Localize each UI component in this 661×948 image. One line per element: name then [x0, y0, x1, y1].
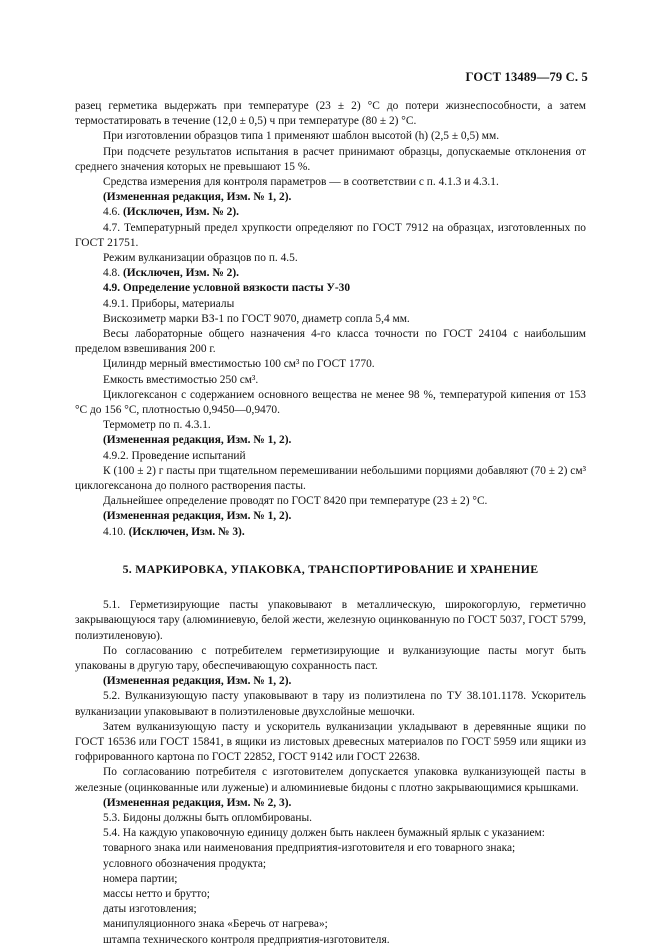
page-header: ГОСТ 13489—79 С. 5 [465, 70, 588, 84]
paragraph: 5.1. Герметизирующие пасты упаковывают в металлическую, широкогорлую, герметично закрывающуюся тару (алюминиевую, белой жести, железную оцинкованную по ГОСТ 5037, ГОСТ 5799, полиэтиленовую). [75, 599, 586, 642]
paragraph: Вискозиметр марки ВЗ-1 по ГОСТ 9070, диаметр сопла 5,4 мм. [103, 312, 410, 325]
paragraph: 4.7. Температурный предел хрупкости определяют по ГОСТ 7912 на образцах, изготовленных по ГОСТ 21751. [75, 221, 586, 249]
paragraph: Весы лабораторные общего назначения 4-го класса точности по ГОСТ 24104 с наибольшим пределом взвешивания 200 г. [75, 328, 586, 356]
paragraph: Цилиндр мерный вместимостью 100 см³ по ГОСТ 1770. [103, 358, 375, 371]
paragraph: Дальнейшее определение проводят по ГОСТ 8420 при температуре (23 ± 2) °С. [103, 495, 488, 508]
paragraph: (Измененная редакция, Изм. № 1, 2). [103, 675, 292, 688]
paragraph: Средства измерения для контроля параметров — в соответствии с п. 4.1.3 и 4.3.1. [103, 176, 499, 189]
paragraph: Термометр по п. 4.3.1. [103, 419, 211, 432]
paragraph: 5.4. На каждую упаковочную единицу должен быть наклеен бумажный ярлык с указанием: [103, 827, 545, 840]
paragraph: номера партии; [103, 872, 178, 885]
section-5 [75, 598, 586, 948]
paragraph: разец герметика выдержать при температуре (23 ± 2) °С до потери жизнеспособности, а затем термостатировать в течение (12,0 ± 0,5) ч при температуре (80 ± 2) °С. [75, 100, 586, 128]
paragraph: При изготовлении образцов типа 1 применяют шаблон высотой (h) (2,5 ± 0,5) мм. [103, 130, 500, 143]
paragraph: 4.10. (Исключен, Изм. № 3). [103, 525, 245, 538]
paragraph: (Измененная редакция, Изм. № 1, 2). [103, 434, 292, 447]
paragraph: По согласованию потребителя с изготовителем допускается упаковка вулканизующей пасты в железные (оцинкованные или луженые) и алюминиевые бидоны с плотно закрывающимися крышками. [75, 766, 586, 794]
paragraph: 4.8. (Исключен, Изм. № 2). [103, 267, 239, 280]
paragraph: 4.9.1. Приборы, материалы [103, 297, 235, 310]
paragraph: штампа технического контроля предприятия-изготовителя. [103, 933, 390, 946]
paragraph: манипуляционного знака «Беречь от нагрева»; [103, 918, 328, 931]
paragraph: (Измененная редакция, Изм. № 1, 2). [103, 510, 292, 523]
paragraph: (Измененная редакция, Изм. № 1, 2). [103, 191, 292, 204]
section-4-continued [75, 99, 586, 540]
paragraph: По согласованию с потребителем герметизирующие и вулканизующие пасты могут быть упакованы в другую тару, обеспечивающую сохранность паст. [75, 644, 586, 672]
paragraph: Режим вулканизации образцов по п. 4.5. [103, 252, 298, 265]
paragraph: (Измененная редакция, Изм. № 2, 3). [103, 796, 292, 809]
paragraph: условного обозначения продукта; [103, 857, 267, 870]
paragraph: При подсчете результатов испытания в расчет принимают образцы, допускаемые отклонения от среднего значения которых не превышают 15 %. [75, 145, 586, 173]
paragraph: Емкость вместимостью 250 см³. [103, 373, 259, 386]
document-body [75, 99, 586, 948]
paragraph: 5.2. Вулканизующую пасту упаковывают в тару из полиэтилена по ТУ 38.101.1178. Ускоритель вулканизации упаковывают в полиэтиленовые двухслойные мешочки. [75, 690, 586, 718]
section-title: 5. МАРКИРОВКА, УПАКОВКА, ТРАНСПОРТИРОВАНИЕ И ХРАНЕНИЕ [122, 561, 539, 576]
paragraph: Затем вулканизующую пасту и ускоритель вулканизации укладывают в деревянные ящики по ГОСТ 16536 или ГОСТ 15841, в ящики из листовых древесных материалов по ГОСТ 5959 или ящики из гофрированного картона по ГОСТ 22852, ГОСТ 9142 или ГОСТ 22638. [75, 720, 586, 764]
paragraph: массы нетто и брутто; [103, 887, 210, 900]
paragraph: даты изготовления; [103, 903, 197, 916]
paragraph: 4.6. (Исключен, Изм. № 2). [103, 206, 239, 219]
paragraph: К (100 ± 2) г пасты при тщательном перемешивании небольшими порциями добавляют (70 ± 2) см³ циклогексанона до полного растворения пасты. [75, 464, 586, 493]
paragraph: Циклогексанон с содержанием основного вещества не менее 98 %, температурой кипения от 153 °С до 156 °С, плотностью 0,9450—0,9470. [75, 388, 586, 417]
paragraph: 4.9.2. Проведение испытаний [103, 449, 246, 462]
paragraph: 5.3. Бидоны должны быть опломбированы. [103, 811, 312, 824]
paragraph: товарного знака или наименования предприятия-изготовителя и его товарного знака; [103, 842, 516, 855]
paragraph: 4.9. Определение условной вязкости пасты У-30 [103, 282, 351, 295]
